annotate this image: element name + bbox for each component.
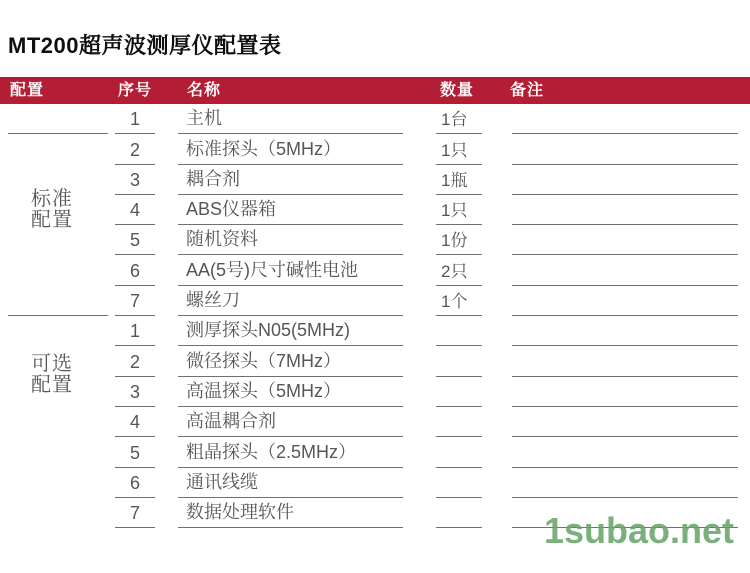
table-row [0,316,750,346]
table-row [0,437,750,467]
table-body [0,104,750,528]
item-quantity: 2只 [436,255,482,285]
item-quantity: 1只 [436,195,482,225]
item-name: 微径探头（7MHz） [178,346,403,376]
header-quantity: 数量 [440,82,475,99]
item-quantity: 1瓶 [436,165,482,195]
table-row [0,286,750,316]
item-name: 螺丝刀 [178,286,403,316]
header-remark: 备注 [510,82,545,99]
item-quantity: 1台 [436,104,482,134]
item-quantity [436,346,482,376]
item-quantity [436,437,482,467]
item-name: 通讯线缆 [178,468,403,498]
rows-container [0,104,750,528]
table-row [0,374,750,407]
item-remark-blank [512,255,738,285]
item-remark-blank [512,346,738,376]
row-serial-number: 6 [115,255,155,285]
header-serial-number: 序号 [118,82,153,99]
item-remark-blank [512,468,738,498]
table-row [0,165,750,195]
table-row [0,225,750,255]
row-serial-number: 1 [115,316,155,346]
item-remark-blank [512,377,738,407]
item-quantity [436,468,482,498]
page-title: MT200超声波测厚仪配置表 [8,33,282,58]
item-quantity [436,377,482,407]
table-header-row [0,77,750,104]
row-serial-number: 4 [115,407,155,437]
group-label-line: 标准 [31,188,73,210]
item-name: 主机 [178,104,403,134]
row-serial-number: 7 [115,498,155,528]
row-serial-number: 1 [115,104,155,134]
item-quantity: 1个 [436,286,482,316]
item-quantity: 1只 [436,134,482,164]
item-remark-blank [512,165,738,195]
config-column-underline [8,104,108,134]
table-row [0,195,750,225]
item-name: 耦合剂 [178,165,403,195]
header-config: 配置 [10,82,45,99]
item-name: 高温耦合剂 [178,407,403,437]
config-column-underline [8,286,108,316]
item-remark-blank [512,286,738,316]
item-remark-blank [512,195,738,225]
item-name: 标准探头（5MHz） [178,134,403,164]
row-serial-number: 6 [115,468,155,498]
table-row [0,346,750,376]
group-label-line: 配置 [31,209,73,231]
table-row [0,104,750,134]
table-row [0,407,750,437]
item-remark-blank [512,104,738,134]
item-remark-blank [512,407,738,437]
item-name: ABS仪器箱 [178,195,403,225]
item-quantity [436,498,482,528]
table-row [0,134,750,164]
header-item-name: 名称 [187,82,222,99]
row-serial-number: 2 [115,134,155,164]
watermark-text: 1subao.net [544,510,735,551]
item-quantity: 1份 [436,225,482,255]
item-name: 高温探头（5MHz） [178,377,403,407]
item-remark-blank [512,316,738,346]
row-serial-number: 5 [115,437,155,467]
row-serial-number: 3 [115,377,155,407]
group-label-line: 配置 [31,374,73,396]
table-row [0,255,750,285]
item-name: 粗晶探头（2.5MHz） [178,437,403,467]
item-quantity [436,316,482,346]
item-name: 随机资料 [178,225,403,255]
row-serial-number: 3 [115,165,155,195]
group-label-line: 可选 [31,353,73,375]
table-row [0,468,750,498]
item-remark-blank [512,134,738,164]
item-remark-blank [512,225,738,255]
row-serial-number: 5 [115,225,155,255]
row-serial-number: 4 [115,195,155,225]
item-quantity [436,407,482,437]
item-name: 数据处理软件 [178,498,403,528]
row-serial-number: 7 [115,286,155,316]
item-name: AA(5号)尺寸碱性电池 [178,255,403,285]
item-name: 测厚探头N05(5MHz) [178,316,403,346]
row-serial-number: 2 [115,346,155,376]
item-remark-blank [512,437,738,467]
